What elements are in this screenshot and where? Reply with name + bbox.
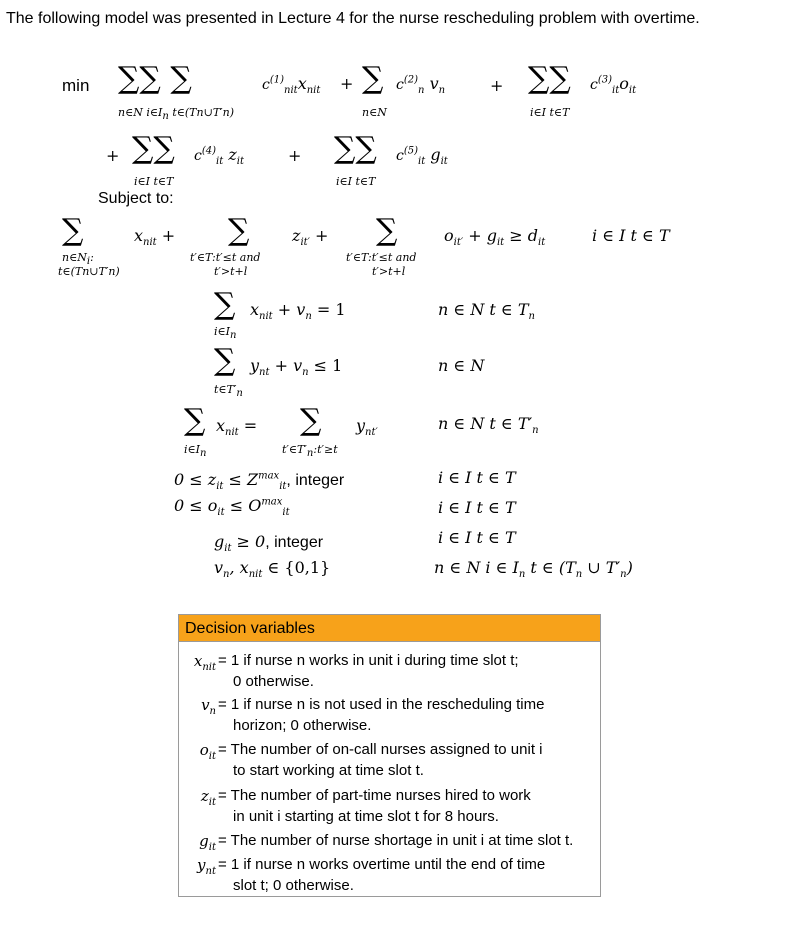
- c4-lhs: $x_{nit}$ =: [216, 416, 258, 439]
- dv-symbol-y: $y_{nt}$: [197, 856, 216, 877]
- sum-symbol: ∑: [228, 213, 250, 248]
- obj-term5-limits: i∈I t∈T: [336, 175, 376, 188]
- dv-y-line1: = 1 if nurse n works overtime until the end of time: [218, 856, 546, 873]
- plus-sign: +: [490, 76, 504, 95]
- c1-sum1-limits-b: t∈(Tn∪T′n): [58, 265, 120, 278]
- sum-symbol: ∑: [214, 287, 236, 322]
- c4-limits-left: $i\in I_n$: [184, 443, 207, 460]
- obj-term1: $c^{(1)}_{nit}x_{nit}$: [262, 74, 321, 97]
- dv-symbol-z: $z_{it}$: [200, 787, 216, 808]
- dv-v-line2: horizon; 0 otherwise.: [233, 717, 372, 734]
- c7-domain: i ∈ I t ∈ T: [438, 528, 516, 547]
- c1-term3: $o_{it'} + g_{it} \ge d_{it}$: [444, 226, 546, 249]
- dv-symbol-o: $o_{it}$: [199, 741, 216, 762]
- obj-term1-limits: n∈N $i\in I_n$ t∈(Tn∪T′n): [118, 106, 235, 123]
- obj-term3: $c^{(3)}_{it}o_{it}$: [590, 74, 637, 97]
- subject-to-label: Subject to:: [98, 190, 174, 207]
- sum-symbol: ∑: [214, 343, 236, 378]
- intro-text: The following model was presented in Lecture 4 for the nurse rescheduling problem with overtime.: [6, 10, 700, 27]
- c4-rhs: $y_{nt'}$: [356, 416, 378, 439]
- c3-limits: $t\in T'_n$: [214, 383, 243, 400]
- dv-z-line2: in unit i starting at time slot t for 8 hours.: [233, 808, 499, 825]
- obj-term4-limits: i∈I t∈T: [134, 175, 174, 188]
- dv-v-line1: = 1 if nurse n is not used in the rescheduling time: [218, 696, 545, 713]
- sum-symbol: ∑: [300, 403, 322, 438]
- c1-sum2-limits-a: t′∈T:t′≤t and: [190, 251, 261, 264]
- decision-variables-title: Decision variables: [185, 620, 315, 637]
- c2-domain: n ∈ N t ∈ $T_n$: [438, 300, 535, 323]
- sum-symbol: ∑∑ ∑: [118, 61, 192, 96]
- dv-symbol-x: $x_{nit}$: [193, 652, 216, 673]
- c3-expr: $y_{nt} + v_n \le 1$: [250, 356, 343, 379]
- plus-sign: +: [288, 146, 302, 165]
- c5-expr: $0 \le z_{it} \le Z^{max}_{it}$, integer: [174, 470, 345, 493]
- dv-z-line1: = The number of part-time nurses hired to work: [218, 787, 531, 804]
- dv-g-line1: = The number of nurse shortage in unit i at time slot t.: [218, 832, 574, 849]
- dv-x-line1: = 1 if nurse n works in unit i during time slot t;: [218, 652, 519, 669]
- c6-expr: $0 \le o_{it} \le O^{max}_{it}$: [174, 496, 290, 519]
- c3-domain: n ∈ N: [438, 356, 485, 375]
- obj-term4: $c^{(4)}_{it}$ $z_{it}$: [194, 145, 244, 168]
- dv-o-line1: = The number of on-call nurses assigned to unit i: [218, 741, 543, 758]
- c2-limits: $i\in I_n$: [214, 325, 237, 342]
- plus-sign: +: [340, 74, 354, 93]
- c5-domain: i ∈ I t ∈ T: [438, 468, 516, 487]
- obj-term5: $c^{(5)}_{it}$ $g_{it}$: [396, 145, 448, 168]
- sum-symbol: ∑∑: [528, 61, 571, 96]
- dv-o-line2: to start working at time slot t.: [233, 762, 424, 779]
- c1-domain: i ∈ I t ∈ T: [592, 226, 670, 245]
- sum-symbol: ∑: [362, 61, 384, 96]
- sum-symbol: ∑: [376, 213, 398, 248]
- c1-term1: $x_{nit}$ +: [134, 226, 176, 249]
- plus-sign: +: [106, 146, 120, 165]
- c8-expr: $v_n$, $x_{nit}$ ∈ {0,1}: [214, 558, 331, 581]
- c6-domain: i ∈ I t ∈ T: [438, 498, 516, 517]
- sum-symbol: ∑∑: [334, 131, 377, 166]
- obj-term3-limits: i∈I t∈T: [530, 106, 570, 119]
- c2-expr: $x_{nit} + v_n = 1$: [250, 300, 346, 323]
- c1-sum2-limits-b: t′>t+l: [214, 265, 248, 278]
- min-label: min: [62, 76, 90, 95]
- dv-symbol-g: $g_{it}$: [199, 832, 216, 853]
- dv-x-line2: 0 otherwise.: [233, 673, 314, 690]
- obj-term2-limits: n∈N: [362, 106, 387, 119]
- dv-symbol-v: $v_n$: [201, 696, 216, 717]
- sum-symbol: ∑∑: [132, 131, 175, 166]
- obj-term2: $c^{(2)}_n$ $v_n$: [396, 74, 446, 97]
- c1-sum3-limits-a: t′∈T:t′≤t and: [346, 251, 417, 264]
- sum-symbol: ∑: [184, 403, 206, 438]
- c8-domain: n ∈ N i ∈ $I_n$ t ∈ ($T_n$ ∪ $T'_n$): [434, 558, 633, 581]
- dv-y-line2: slot t; 0 otherwise.: [233, 877, 354, 894]
- c7-expr: $g_{it} \ge 0$, integer: [214, 532, 324, 555]
- c1-sum3-limits-b: t′>t+l: [372, 265, 406, 278]
- c1-sum1-limits-a: $n\in N_i$:: [62, 251, 94, 268]
- sum-symbol: ∑: [62, 213, 84, 248]
- c1-term2: $z_{it'}$ +: [292, 226, 329, 249]
- c4-domain: n ∈ N t ∈ $T'_n$: [438, 414, 539, 437]
- c4-limits-right: $t'\in T'_n:t'\ge t$: [282, 443, 338, 460]
